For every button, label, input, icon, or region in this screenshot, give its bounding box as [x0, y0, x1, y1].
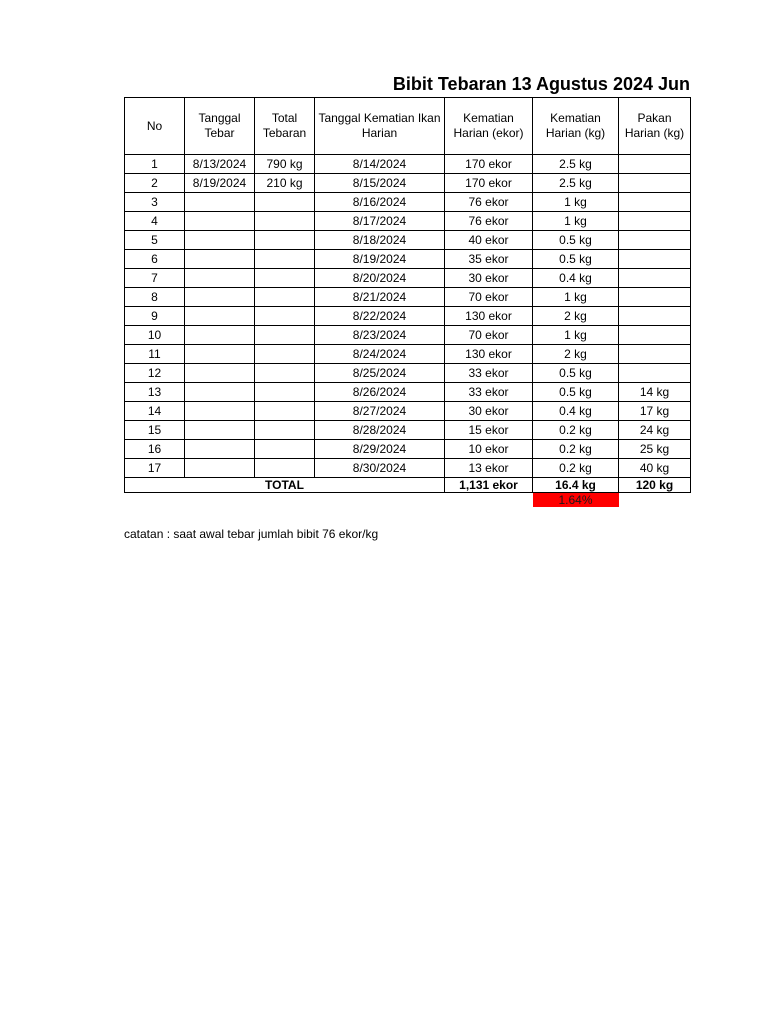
- cell-pakan-kg: [619, 288, 691, 307]
- cell-pakan-kg: 40 kg: [619, 459, 691, 478]
- header-no: No: [125, 98, 185, 155]
- cell-total-tebaran: [255, 288, 315, 307]
- cell-tanggal-kematian: 8/25/2024: [315, 364, 445, 383]
- header-tanggal-tebar: Tanggal Tebar: [185, 98, 255, 155]
- table-row: [125, 288, 691, 307]
- cell-total-tebaran: [255, 402, 315, 421]
- cell-kematian-ekor: 13 ekor: [445, 459, 533, 478]
- cell-total-tebaran: [255, 269, 315, 288]
- cell-tanggal-tebar: [185, 269, 255, 288]
- cell-kematian-ekor: 76 ekor: [445, 212, 533, 231]
- total-label: TOTAL: [125, 478, 445, 493]
- cell-no: 13: [125, 383, 185, 402]
- table-row: [125, 155, 691, 174]
- cell-pakan-kg: 14 kg: [619, 383, 691, 402]
- cell-tanggal-tebar: 8/19/2024: [185, 174, 255, 193]
- cell-pakan-kg: [619, 174, 691, 193]
- cell-total-tebaran: [255, 364, 315, 383]
- cell-total-tebaran: [255, 193, 315, 212]
- cell-total-tebaran: [255, 345, 315, 364]
- cell-kematian-kg: 0.2 kg: [533, 421, 619, 440]
- cell-pakan-kg: [619, 269, 691, 288]
- percentage-spacer: [125, 493, 533, 508]
- cell-pakan-kg: 17 kg: [619, 402, 691, 421]
- table-row: [125, 174, 691, 193]
- cell-tanggal-tebar: [185, 326, 255, 345]
- table-row: [125, 383, 691, 402]
- table-row: [125, 402, 691, 421]
- header-tanggal-kematian: Tanggal Kematian Ikan Harian: [315, 98, 445, 155]
- cell-kematian-ekor: 170 ekor: [445, 174, 533, 193]
- cell-no: 5: [125, 231, 185, 250]
- cell-kematian-kg: 2.5 kg: [533, 155, 619, 174]
- cell-kematian-ekor: 76 ekor: [445, 193, 533, 212]
- cell-kematian-kg: 0.5 kg: [533, 364, 619, 383]
- cell-tanggal-tebar: [185, 307, 255, 326]
- table-row: [125, 231, 691, 250]
- cell-kematian-kg: 2 kg: [533, 307, 619, 326]
- total-row: [125, 478, 691, 493]
- cell-kematian-kg: 1 kg: [533, 288, 619, 307]
- cell-no: 4: [125, 212, 185, 231]
- cell-tanggal-kematian: 8/26/2024: [315, 383, 445, 402]
- cell-no: 9: [125, 307, 185, 326]
- cell-pakan-kg: [619, 307, 691, 326]
- table-row: [125, 307, 691, 326]
- note-text: catatan : saat awal tebar jumlah bibit 76 ekor/kg: [124, 527, 379, 541]
- cell-tanggal-tebar: [185, 345, 255, 364]
- cell-kematian-kg: 0.5 kg: [533, 231, 619, 250]
- cell-kematian-kg: 1 kg: [533, 326, 619, 345]
- cell-tanggal-kematian: 8/22/2024: [315, 307, 445, 326]
- header-kematian-kg: Kematian Harian (kg): [533, 98, 619, 155]
- cell-tanggal-kematian: 8/14/2024: [315, 155, 445, 174]
- cell-tanggal-kematian: 8/27/2024: [315, 402, 445, 421]
- cell-pakan-kg: [619, 231, 691, 250]
- cell-no: 17: [125, 459, 185, 478]
- header-kematian-ekor: Kematian Harian (ekor): [445, 98, 533, 155]
- cell-kematian-kg: 2.5 kg: [533, 174, 619, 193]
- cell-kematian-ekor: 33 ekor: [445, 383, 533, 402]
- cell-no: 16: [125, 440, 185, 459]
- table-row: [125, 269, 691, 288]
- cell-no: 10: [125, 326, 185, 345]
- table-row: [125, 326, 691, 345]
- cell-pakan-kg: 25 kg: [619, 440, 691, 459]
- mortality-percentage: 1.64%: [533, 493, 619, 508]
- cell-kematian-ekor: 70 ekor: [445, 288, 533, 307]
- table-row: [125, 345, 691, 364]
- cell-kematian-kg: 0.5 kg: [533, 383, 619, 402]
- cell-kematian-ekor: 33 ekor: [445, 364, 533, 383]
- cell-tanggal-tebar: [185, 440, 255, 459]
- cell-tanggal-tebar: [185, 459, 255, 478]
- cell-kematian-ekor: 10 ekor: [445, 440, 533, 459]
- cell-total-tebaran: 790 kg: [255, 155, 315, 174]
- cell-total-tebaran: [255, 440, 315, 459]
- cell-kematian-kg: 0.2 kg: [533, 440, 619, 459]
- cell-kematian-ekor: 30 ekor: [445, 402, 533, 421]
- total-pakan: 120 kg: [619, 478, 691, 493]
- cell-no: 1: [125, 155, 185, 174]
- cell-tanggal-tebar: [185, 231, 255, 250]
- cell-pakan-kg: [619, 326, 691, 345]
- cell-tanggal-kematian: 8/30/2024: [315, 459, 445, 478]
- cell-no: 15: [125, 421, 185, 440]
- cell-tanggal-kematian: 8/28/2024: [315, 421, 445, 440]
- cell-pakan-kg: [619, 364, 691, 383]
- cell-tanggal-tebar: 8/13/2024: [185, 155, 255, 174]
- total-kg: 16.4 kg: [533, 478, 619, 493]
- cell-kematian-kg: 1 kg: [533, 212, 619, 231]
- mortality-table: [124, 97, 691, 507]
- cell-kematian-kg: 0.2 kg: [533, 459, 619, 478]
- table-row: [125, 421, 691, 440]
- cell-kematian-ekor: 40 ekor: [445, 231, 533, 250]
- cell-no: 14: [125, 402, 185, 421]
- cell-pakan-kg: [619, 250, 691, 269]
- cell-tanggal-kematian: 8/15/2024: [315, 174, 445, 193]
- cell-pakan-kg: [619, 212, 691, 231]
- cell-no: 3: [125, 193, 185, 212]
- cell-kematian-kg: 0.5 kg: [533, 250, 619, 269]
- cell-tanggal-kematian: 8/24/2024: [315, 345, 445, 364]
- cell-kematian-ekor: 170 ekor: [445, 155, 533, 174]
- cell-no: 8: [125, 288, 185, 307]
- table-row: [125, 364, 691, 383]
- cell-tanggal-kematian: 8/21/2024: [315, 288, 445, 307]
- cell-tanggal-kematian: 8/23/2024: [315, 326, 445, 345]
- cell-total-tebaran: [255, 250, 315, 269]
- cell-kematian-ekor: 70 ekor: [445, 326, 533, 345]
- cell-kematian-kg: 0.4 kg: [533, 402, 619, 421]
- cell-total-tebaran: [255, 383, 315, 402]
- cell-no: 2: [125, 174, 185, 193]
- cell-pakan-kg: [619, 155, 691, 174]
- cell-tanggal-tebar: [185, 288, 255, 307]
- cell-kematian-ekor: 130 ekor: [445, 345, 533, 364]
- table-body: [125, 155, 691, 478]
- cell-total-tebaran: 210 kg: [255, 174, 315, 193]
- page-title: Bibit Tebaran 13 Agustus 2024 Jun: [392, 74, 690, 94]
- cell-tanggal-tebar: [185, 364, 255, 383]
- cell-no: 7: [125, 269, 185, 288]
- cell-kematian-ekor: 15 ekor: [445, 421, 533, 440]
- cell-tanggal-kematian: 8/16/2024: [315, 193, 445, 212]
- cell-no: 11: [125, 345, 185, 364]
- table-row: [125, 212, 691, 231]
- header-row: [125, 98, 691, 155]
- table-row: [125, 440, 691, 459]
- table-row: [125, 250, 691, 269]
- percentage-spacer-right: [619, 493, 691, 508]
- cell-tanggal-kematian: 8/19/2024: [315, 250, 445, 269]
- cell-total-tebaran: [255, 459, 315, 478]
- cell-total-tebaran: [255, 326, 315, 345]
- cell-no: 12: [125, 364, 185, 383]
- cell-kematian-kg: 0.4 kg: [533, 269, 619, 288]
- cell-total-tebaran: [255, 231, 315, 250]
- header-pakan-kg: Pakan Harian (kg): [619, 98, 691, 155]
- cell-pakan-kg: [619, 345, 691, 364]
- cell-tanggal-kematian: 8/29/2024: [315, 440, 445, 459]
- cell-total-tebaran: [255, 307, 315, 326]
- cell-total-tebaran: [255, 421, 315, 440]
- table-row: [125, 193, 691, 212]
- cell-tanggal-kematian: 8/18/2024: [315, 231, 445, 250]
- cell-tanggal-tebar: [185, 383, 255, 402]
- cell-tanggal-tebar: [185, 250, 255, 269]
- header-total-tebaran: Total Tebaran: [255, 98, 315, 155]
- cell-tanggal-tebar: [185, 212, 255, 231]
- cell-pakan-kg: 24 kg: [619, 421, 691, 440]
- cell-pakan-kg: [619, 193, 691, 212]
- cell-kematian-ekor: 35 ekor: [445, 250, 533, 269]
- cell-tanggal-kematian: 8/17/2024: [315, 212, 445, 231]
- cell-tanggal-tebar: [185, 421, 255, 440]
- table-row: [125, 459, 691, 478]
- cell-total-tebaran: [255, 212, 315, 231]
- cell-no: 6: [125, 250, 185, 269]
- cell-tanggal-tebar: [185, 402, 255, 421]
- percentage-row: [125, 493, 691, 508]
- cell-kematian-ekor: 30 ekor: [445, 269, 533, 288]
- cell-kematian-kg: 2 kg: [533, 345, 619, 364]
- total-ekor: 1,131 ekor: [445, 478, 533, 493]
- cell-tanggal-kematian: 8/20/2024: [315, 269, 445, 288]
- cell-kematian-kg: 1 kg: [533, 193, 619, 212]
- cell-tanggal-tebar: [185, 193, 255, 212]
- cell-kematian-ekor: 130 ekor: [445, 307, 533, 326]
